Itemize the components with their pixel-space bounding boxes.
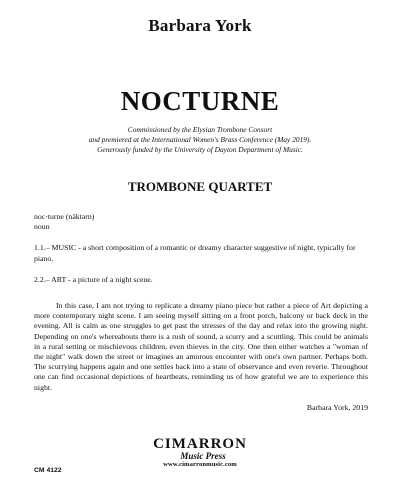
publisher-url: www.cimarronmusic.com — [163, 461, 237, 468]
svg-text:Music Press: Music Press — [180, 451, 226, 461]
dedication-line: Commissioned by the Elysian Trombone Consort — [127, 125, 273, 134]
definition-part-of-speech: noun — [34, 222, 50, 232]
composer-signature: Barbara York, 2019 — [306, 402, 368, 412]
composer-name: Barbara York — [148, 16, 252, 35]
definition-sense: 2.2.– ART - a picture of a night scene. — [34, 274, 153, 284]
definition-sense: 1.1.– MUSIC - a short composition of a romantic or dreamy character suggestive of night, typically for piano. — [34, 243, 356, 263]
program-notes — [34, 212, 368, 413]
publisher-logo — [150, 432, 250, 468]
dedication-line: Generously funded by the University of Dayton Department of Music. — [97, 145, 303, 154]
instrumentation-heading: TROMBONE QUARTET — [127, 179, 273, 194]
definition-word: noc·turne (näktərn) — [34, 212, 95, 221]
cimarron-music-press-logo — [150, 432, 250, 462]
dedication-line: and premiered at the International Women's Brass Conference (May 2019). — [88, 135, 312, 144]
dedication-block — [0, 125, 400, 155]
svg-text:CIMARRON: CIMARRON — [153, 436, 247, 452]
piece-title: NOCTURNE — [120, 86, 280, 116]
catalog-number: CM 4122 — [34, 467, 62, 474]
composer-note-paragraph: In this case, I am not trying to replicate a dreamy piano piece but rather a piece of Art depicting a more contemporary night scene. I am seeing myself sitting on a front porch, balcony or back deck in the evening. All is calm as one struggles to get past the stresses of the day and relax into the growing night. Depending on one's whereabouts there is a rush of sound, a scurry and a scuttling. This could be animals in a rural setting or mischievous children, even thieves in the city. One then either watches a "woman of the night" walk down the street or imagines an amorous encounter with one's own partner. Perhaps both. The scurrying happens again and one settles back into a state of observance and even reverie. Throughout one can find occasional depictions of heartbeats, reminding us of how grateful we are to experience this night. — [34, 301, 368, 392]
